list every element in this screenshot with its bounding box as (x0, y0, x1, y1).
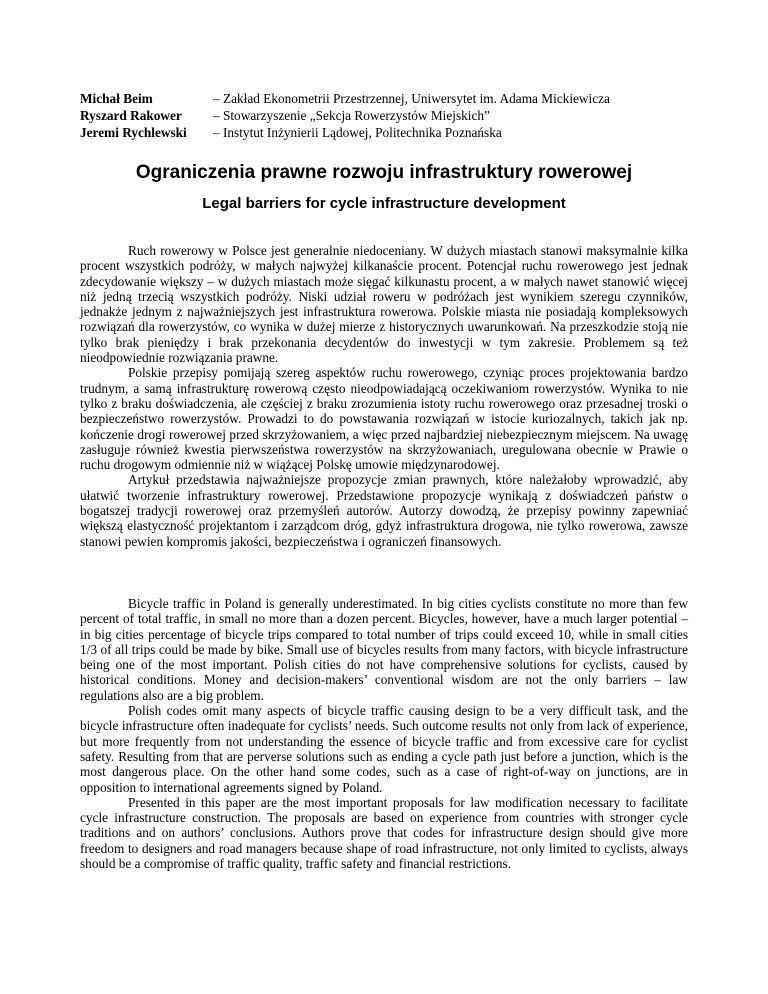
document-page (80, 90, 688, 871)
author-name: Ryszard Rakower (80, 108, 182, 123)
paper-title-polish: Ograniczenia prawne rozwoju infrastruktury rowerowej (135, 162, 633, 183)
abstract-paragraph: Presented in this paper are the most important proposals for law modification necessary to facilitate cycle infrastructure construction. The proposals are based on experience from countries with stronger cycle traditions and on authors’ conclusions. Authors prove that codes for infrastructure design should give more freedom to designers and road managers because shape of road infrastructure, not only limited to cyclists, always should be a compromise of traffic quality, traffic safety and financial restrictions. (80, 794, 688, 871)
abstract-paragraph: Polish codes omit many aspects of bicycle traffic causing design to be a very difficult task, and the bicycle infrastructure often inadequate for cyclists’ needs. Such outcome results not only from lack of experience, but more frequently from not understanding the essence of bicycle traffic and from excessive care for cyclist safety. Resulting from that are perverse solutions such as ending a cycle path just before a junction, which is the most dangerous place. On the other hand some codes, such as a case of right-of-way on junctions, are in opposition to international agreements signed by Poland. (80, 703, 688, 795)
abstract-paragraph: Bicycle traffic in Poland is generally underestimated. In big cities cyclists constitute no more than few percent of total traffic, in small no more than a dozen percent. Bicycles, however, have a much larger potential – in big cities percentage of bicycle trips compared to total number of trips could exceed 10, while in small cities 1/3 of all trips could be made by bike. Small use of bicycles results from many factors, with bicycle infrastructure being one of the most important. Polish cities do not have comprehensive solutions for cyclists, caused by historical conditions. Money and decision-makers’ conventional wisdom are not the only barriers – law regulations also are a big problem. (80, 595, 688, 703)
author-name: Jeremi Rychlewski (80, 125, 187, 140)
abstract-paragraph: Polskie przepisy pomijają szereg aspektów ruchu rowerowego, czyniąc proces projektowania bardzo trudnym, a samą infrastrukturę rowerową często nieodpowiadającą oczekiwaniom rowerzystów. Wynika to nie tylko z braku doświadczenia, ale częściej z braku zrozumienia istoty ruchu rowerowego oraz przesadnej troski o bezpieczeństwo rowerzystów. Prowadzi to do powstawania rozwiązań w istocie kuriozalnych, takich jak np. kończenie drogi rowerowej przed skrzyżowaniem, a więc przed najbardziej niebezpiecznym miejscem. Na uwagę zasługuje również kwestia pierwszeństwa rowerzystów na skrzyżowaniach, uregulowana obecnie w Prawie o ruchu drogowym odmiennie niż w wiążącej Polskę umowie międzynarodowej. (80, 365, 688, 473)
author-affiliation: – Instytut Inżynierii Lądowej, Politechnika Poznańska (213, 125, 502, 140)
paper-title-english: Legal barriers for cycle infrastructure development (202, 195, 566, 212)
abstract-polish (80, 243, 688, 549)
abstract-paragraph: Ruch rowerowy w Polsce jest generalnie niedoceniany. W dużych miastach stanowi maksymalnie kilka procent wszystkich podróży, w małych najwyżej kilkanaście procent. Potencjał ruchu rowerowego jest jednak zdecydowanie większy – w dużych miastach może sięgać kilkunastu procent, a w małych nawet stanowić więcej niż jedną trzecią wszystkich podróży. Niski udział roweru w podróżach jest wynikiem szeregu czynników, jednakże jednym z najważniejszych jest infrastruktura rowerowa. Polskie miasta nie posiadają kompleksowych rozwiązań dla rowerzystów, co wynika w dużej mierze z historycznych uwarunkowań. Na przeszkodzie stoją nie tylko brak pieniędzy i brak przekonania decydentów do inwestycji w tym zakresie. Problemem są też nieodpowiednie rozwiązania prawne. (80, 243, 688, 366)
author-name: Michał Beim (80, 91, 153, 106)
author-affiliation: – Stowarzyszenie „Sekcja Rowerzystów Miejskich” (213, 108, 490, 123)
abstract-paragraph: Artykuł przedstawia najważniejsze propozycje zmian prawnych, które należałoby wprowadzić, aby ułatwić tworzenie infrastruktury rowerowej. Przedstawione propozycje wynikają z doświadczeń państw o bogatszej tradycji rowerowej oraz przemyśleń autorów. Autorzy dowodzą, że przepisy powinny zapewniać większą elastyczność projektantom i zarządcom dróg, gdyż infrastruktura drogowa, nie tylko rowerowa, zawsze stanowi pewien kompromis jakości, bezpieczeństwa i ograniczeń finansowych. (80, 472, 688, 549)
abstract-english (80, 596, 688, 871)
author-list (80, 90, 688, 141)
author-affiliation: – Zakład Ekonometrii Przestrzennej, Uniwersytet im. Adama Mickiewicza (213, 91, 610, 106)
